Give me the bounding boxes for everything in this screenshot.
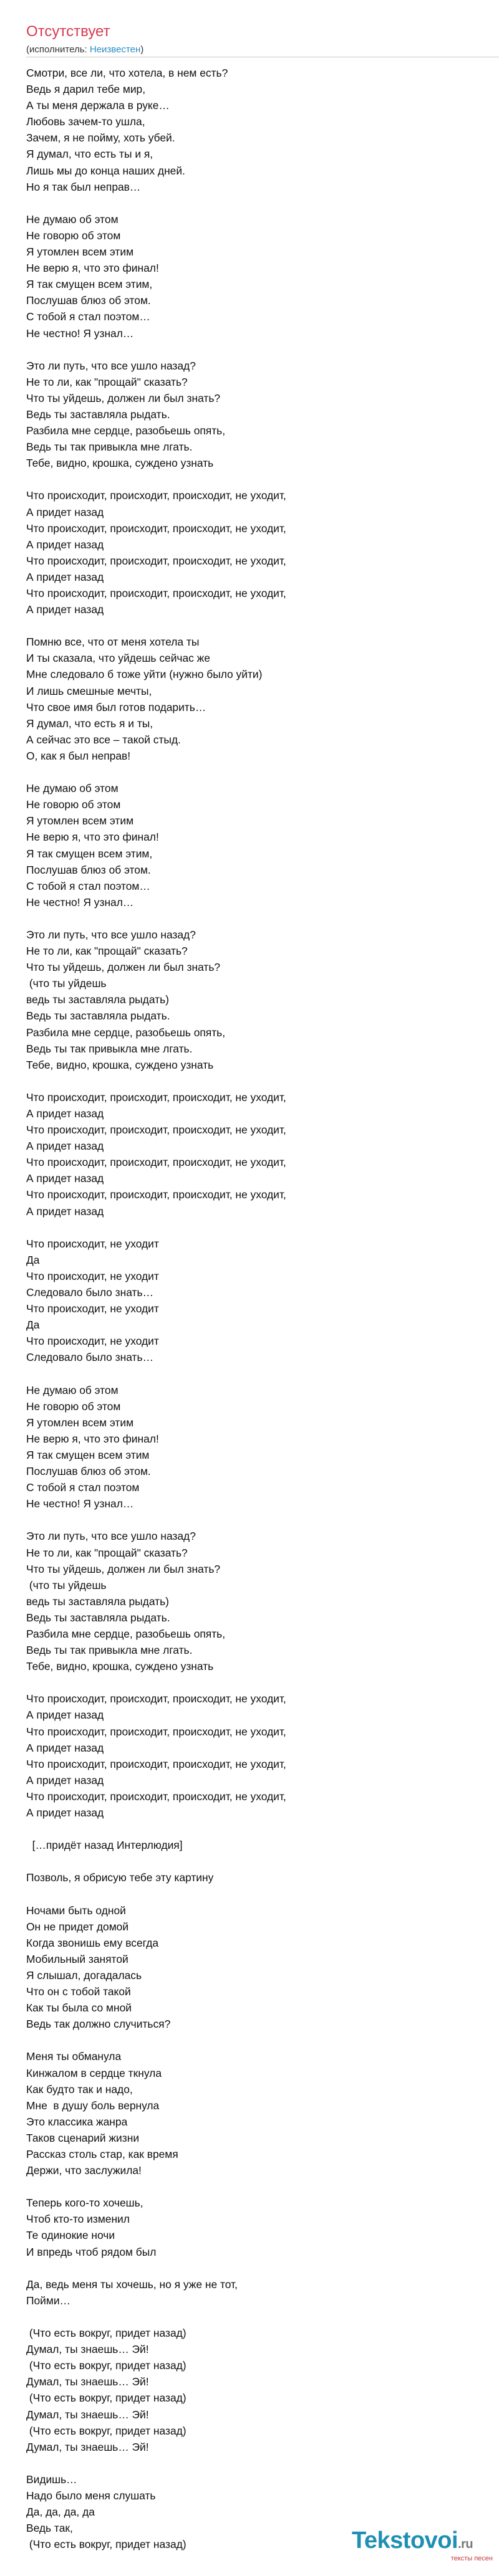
lyric-line: А придет назад [26, 570, 104, 583]
lyric-line: А придет назад [26, 603, 104, 616]
artist-link[interactable]: Неизвестен [89, 44, 141, 55]
lyric-line: Не верю я, что это финал! [26, 1432, 159, 1445]
lyric-line: Лишь мы до конца наших дней. [26, 164, 185, 177]
lyric-line: Тебе, видно, крошка, суждено узнать [26, 1058, 214, 1071]
lyric-line: (что ты уйдешь [26, 1578, 107, 1591]
lyric-line: Не думаю об этом [26, 782, 119, 795]
lyric-line: Чтоб кто-то изменил [26, 2213, 130, 2226]
lyric-line: Ведь ты так привыкла мне лгать. [26, 1042, 193, 1055]
lyric-line: Не говорю об этом [26, 1400, 121, 1413]
lyric-line: А придет назад [26, 1205, 104, 1218]
logo-tld: .ru [458, 2537, 473, 2551]
lyric-line: Да, ведь меня ты хочешь, но я уже не тот, [26, 2278, 238, 2291]
logo-tagline: тексты песен [450, 2555, 493, 2562]
lyrics-text [26, 65, 488, 2552]
lyric-line: Что происходит, происходит, происходит, не уходит, [26, 554, 286, 567]
lyric-line: Думал, ты знаешь… Эй! [26, 2343, 149, 2356]
lyric-line: Как ты была со мной [26, 2001, 132, 2015]
lyric-line: Теперь кого-то хочешь, [26, 2197, 143, 2210]
lyric-line: Следовало было знать… [26, 1351, 153, 1364]
lyric-line: А придет назад [26, 1107, 104, 1120]
lyric-line: Не то ли, как "прощай" сказать? [26, 375, 188, 388]
lyric-line: Ведь так должно случиться? [26, 2018, 171, 2031]
stanza-break [26, 1219, 488, 1236]
lyric-line: Что ты уйдешь, должен ли был знать? [26, 1562, 221, 1575]
stanza-break [26, 2178, 488, 2195]
lyric-line: Это классика жанра [26, 2115, 128, 2128]
lyric-line: Да, да, да, да [26, 2506, 95, 2519]
stanza-break [26, 2309, 488, 2325]
lyric-line: Ведь так, [26, 2522, 73, 2535]
lyric-line: Да [26, 1253, 40, 1266]
lyric-line: Помню все, что от меня хотела ты [26, 636, 200, 649]
lyric-line: Что свое имя был готов подарить… [26, 700, 206, 713]
lyric-line: Послушав блюз об этом. [26, 863, 151, 876]
lyric-line: Не честно! Я узнал… [26, 895, 134, 909]
lyric-line: Видишь… [26, 2473, 77, 2486]
lyric-line: Любовь зачем-то ушла, [26, 115, 145, 128]
logo-name: Tekstovoi [352, 2527, 458, 2554]
lyric-line: Ведь ты так привыкла мне лгать. [26, 441, 193, 454]
lyric-line: Когда звонишь ему всегда [26, 1936, 159, 1949]
lyric-line: Позволь, я обрисую тебе эту картину [26, 1871, 214, 1884]
lyric-line: Я думал, что есть ты и я, [26, 148, 153, 161]
stanza-break [26, 341, 488, 358]
lyric-line: О, как я был неправ! [26, 749, 131, 762]
lyric-line: Не думаю об этом [26, 212, 119, 226]
lyric-line: Я так смущен всем этим [26, 1448, 150, 1461]
lyric-line: Кинжалом в сердце ткнула [26, 2066, 162, 2079]
lyric-line: Тебе, видно, крошка, суждено узнать [26, 1660, 214, 1673]
lyric-line: Ведь ты заставляла рыдать. [26, 1611, 170, 1624]
lyric-line: Не честно! Я узнал… [26, 1497, 134, 1510]
lyric-line: Что происходит, не уходит [26, 1335, 159, 1348]
stanza-break [26, 195, 488, 211]
stanza-break [26, 2032, 488, 2048]
lyric-line: Не то ли, как "прощай" сказать? [26, 945, 188, 958]
lyric-line: А придет назад [26, 538, 104, 551]
lyric-line: Ведь ты заставляла рыдать. [26, 1009, 170, 1023]
lyric-line: (Что есть вокруг, придет назад) [26, 2424, 187, 2437]
lyric-line: Мобильный занятой [26, 1952, 128, 1965]
lyric-line: Что происходит, происходит, происходит, не уходит, [26, 1156, 286, 1169]
lyric-line: Не верю я, что это финал! [26, 262, 159, 275]
lyric-line: Думал, ты знаешь… Эй! [26, 2440, 149, 2453]
lyric-line: Что ты уйдешь, должен ли был знать? [26, 961, 221, 974]
lyric-line: Не верю я, что это финал! [26, 831, 159, 844]
lyric-line: А придет назад [26, 1773, 104, 1787]
lyric-line: Что происходит, происходит, происходит, не уходит, [26, 522, 286, 535]
stanza-break [26, 1821, 488, 1837]
lyric-line: А придет назад [26, 505, 104, 518]
lyric-line: Разбила мне сердце, разобьешь опять, [26, 1026, 226, 1039]
lyric-line: […придёт назад Интерлюдия] [26, 1839, 183, 1852]
lyric-line: Ночами быть одной [26, 1904, 126, 1917]
lyric-line: Таков сценарий жизни [26, 2131, 140, 2144]
lyric-line: Что происходит, происходит, происходит, не уходит, [26, 1090, 286, 1104]
lyric-line: Послушав блюз об этом. [26, 1465, 151, 1478]
stanza-break [26, 1853, 488, 1869]
lyric-line: Разбила мне сердце, разобьешь опять, [26, 424, 226, 437]
lyric-line: Что происходит, происходит, происходит, не уходит, [26, 489, 286, 502]
lyric-line: Следовало было знать… [26, 1286, 153, 1299]
artist-prefix: (исполнитель: [26, 44, 90, 55]
lyric-line: Надо было меня слушать [26, 2489, 156, 2502]
lyric-line: Он не придет домой [26, 1920, 129, 1933]
lyric-line: Это ли путь, что все ушло назад? [26, 1530, 196, 1543]
lyric-line: Думал, ты знаешь… Эй! [26, 2375, 149, 2388]
lyric-line: Что происходит, происходит, происходит, не уходит, [26, 587, 286, 599]
song-title: Отсутствует [26, 23, 110, 40]
stanza-break [26, 2455, 488, 2471]
artist-suffix: ) [140, 44, 144, 55]
lyric-line: Не то ли, как "прощай" сказать? [26, 1546, 188, 1559]
lyric-line: А придет назад [26, 1806, 104, 1820]
lyric-line: Те одинокие ночи [26, 2229, 115, 2242]
lyric-line: Зачем, я не пойму, хоть убей. [26, 131, 175, 145]
lyric-line: С тобой я стал поэтом [26, 1481, 140, 1494]
lyric-line: Послушав блюз об этом. [26, 294, 151, 307]
stanza-break [26, 1366, 488, 1382]
lyric-line: Я утомлен всем этим [26, 1416, 134, 1429]
lyric-line: Не честно! Я узнал… [26, 327, 134, 340]
lyric-line: Тебе, видно, крошка, суждено узнать [26, 457, 214, 470]
artist-line [26, 44, 143, 56]
lyric-line: Я слышал, догадалась [26, 1968, 142, 1982]
lyric-line: Я утомлен всем этим [26, 246, 134, 259]
lyric-line: (Что есть вокруг, придет назад) [26, 2538, 187, 2551]
lyric-line: ведь ты заставляла рыдать) [26, 993, 169, 1006]
lyric-line: Ведь я дарил тебе мир, [26, 83, 146, 96]
stanza-break [26, 910, 488, 927]
lyric-line: С тобой я стал поэтом… [26, 310, 150, 323]
lyric-line: Мне следовало б тоже уйти (нужно было уйти) [26, 668, 263, 681]
lyric-line: Я так смущен всем этим, [26, 847, 153, 860]
lyric-line: Ведь ты заставляла рыдать. [26, 408, 170, 421]
lyric-line: Что ты уйдешь, должен ли был знать? [26, 391, 221, 404]
lyric-line: Разбила мне сердце, разобьешь опять, [26, 1628, 226, 1640]
stanza-break [26, 2260, 488, 2276]
lyric-line: А придет назад [26, 1140, 104, 1153]
lyric-line: Что происходит, не уходит [26, 1237, 159, 1250]
lyric-line: Не думаю об этом [26, 1383, 119, 1396]
site-logo[interactable] [352, 2526, 499, 2570]
stanza-break [26, 471, 488, 487]
lyric-line: Не говорю об этом [26, 229, 121, 242]
lyric-line: Что происходит, происходит, происходит, не уходит, [26, 1692, 286, 1705]
stanza-break [26, 618, 488, 634]
lyric-line: Это ли путь, что все ушло назад? [26, 928, 196, 941]
stanza-break [26, 1886, 488, 1902]
lyric-line: А придет назад [26, 1172, 104, 1185]
lyric-line: Что происходит, происходит, происходит, не уходит, [26, 1725, 286, 1738]
lyric-line: Что он с тобой такой [26, 1985, 131, 1998]
lyric-line: Смотри, все ли, что хотела, в нем есть? [26, 67, 228, 79]
lyric-line: Я так смущен всем этим, [26, 278, 153, 291]
lyric-line: А сейчас это все – такой стыд. [26, 733, 181, 746]
lyric-line: Меня ты обманула [26, 2050, 122, 2063]
lyric-line: И лишь смешные мечты, [26, 684, 152, 697]
stanza-break [26, 764, 488, 780]
lyric-line: Как будто так и надо, [26, 2082, 133, 2096]
lyric-line: Ведь ты так привыкла мне лгать. [26, 1644, 193, 1657]
lyric-line: Да [26, 1319, 40, 1332]
lyric-line: Думал, ты знаешь… Эй! [26, 2408, 149, 2421]
lyric-line: Что происходит, не уходит [26, 1302, 159, 1315]
lyric-line: (Что есть вокруг, придет назад) [26, 2359, 187, 2372]
lyric-line: И ты сказала, что уйдешь сейчас же [26, 652, 210, 665]
stanza-break [26, 1073, 488, 1089]
lyric-line: (что ты уйдешь [26, 977, 107, 990]
lyric-line: Что происходит, происходит, происходит, не уходит, [26, 1790, 286, 1803]
lyric-line: Что происходит, происходит, происходит, не уходит, [26, 1188, 286, 1201]
lyric-line: Рассказ столь стар, как время [26, 2148, 178, 2160]
stanza-break [26, 1512, 488, 1528]
lyric-line: А ты меня держала в руке… [26, 99, 170, 112]
logo-wordmark [352, 2526, 473, 2559]
lyric-line: Я утомлен всем этим [26, 814, 134, 828]
stanza-break [26, 1674, 488, 1691]
lyric-line: С тобой я стал поэтом… [26, 879, 150, 892]
lyric-line: (Что есть вокруг, придет назад) [26, 2327, 187, 2340]
lyric-line: Держи, что заслужила! [26, 2164, 142, 2177]
lyric-line: Но я так был неправ… [26, 180, 141, 193]
lyric-line: ведь ты заставляла рыдать) [26, 1595, 169, 1608]
lyric-line: Что происходит, происходит, происходит, не уходит, [26, 1757, 286, 1770]
lyric-line: А придет назад [26, 1741, 104, 1754]
lyric-line: (Что есть вокруг, придет назад) [26, 2392, 187, 2405]
lyric-line: Это ли путь, что все ушло назад? [26, 359, 196, 372]
lyric-line: Что происходит, не уходит [26, 1269, 159, 1282]
lyric-line: Не говорю об этом [26, 798, 121, 811]
lyric-line: Я думал, что есть я и ты, [26, 717, 153, 730]
lyric-line: И впредь чтоб рядом был [26, 2245, 157, 2258]
lyric-line: Что происходит, происходит, происходит, не уходит, [26, 1123, 286, 1137]
lyric-line: А придет назад [26, 1709, 104, 1722]
lyric-line: Мне в душу боль вернула [26, 2099, 160, 2112]
lyric-line: Пойми… [26, 2294, 70, 2307]
